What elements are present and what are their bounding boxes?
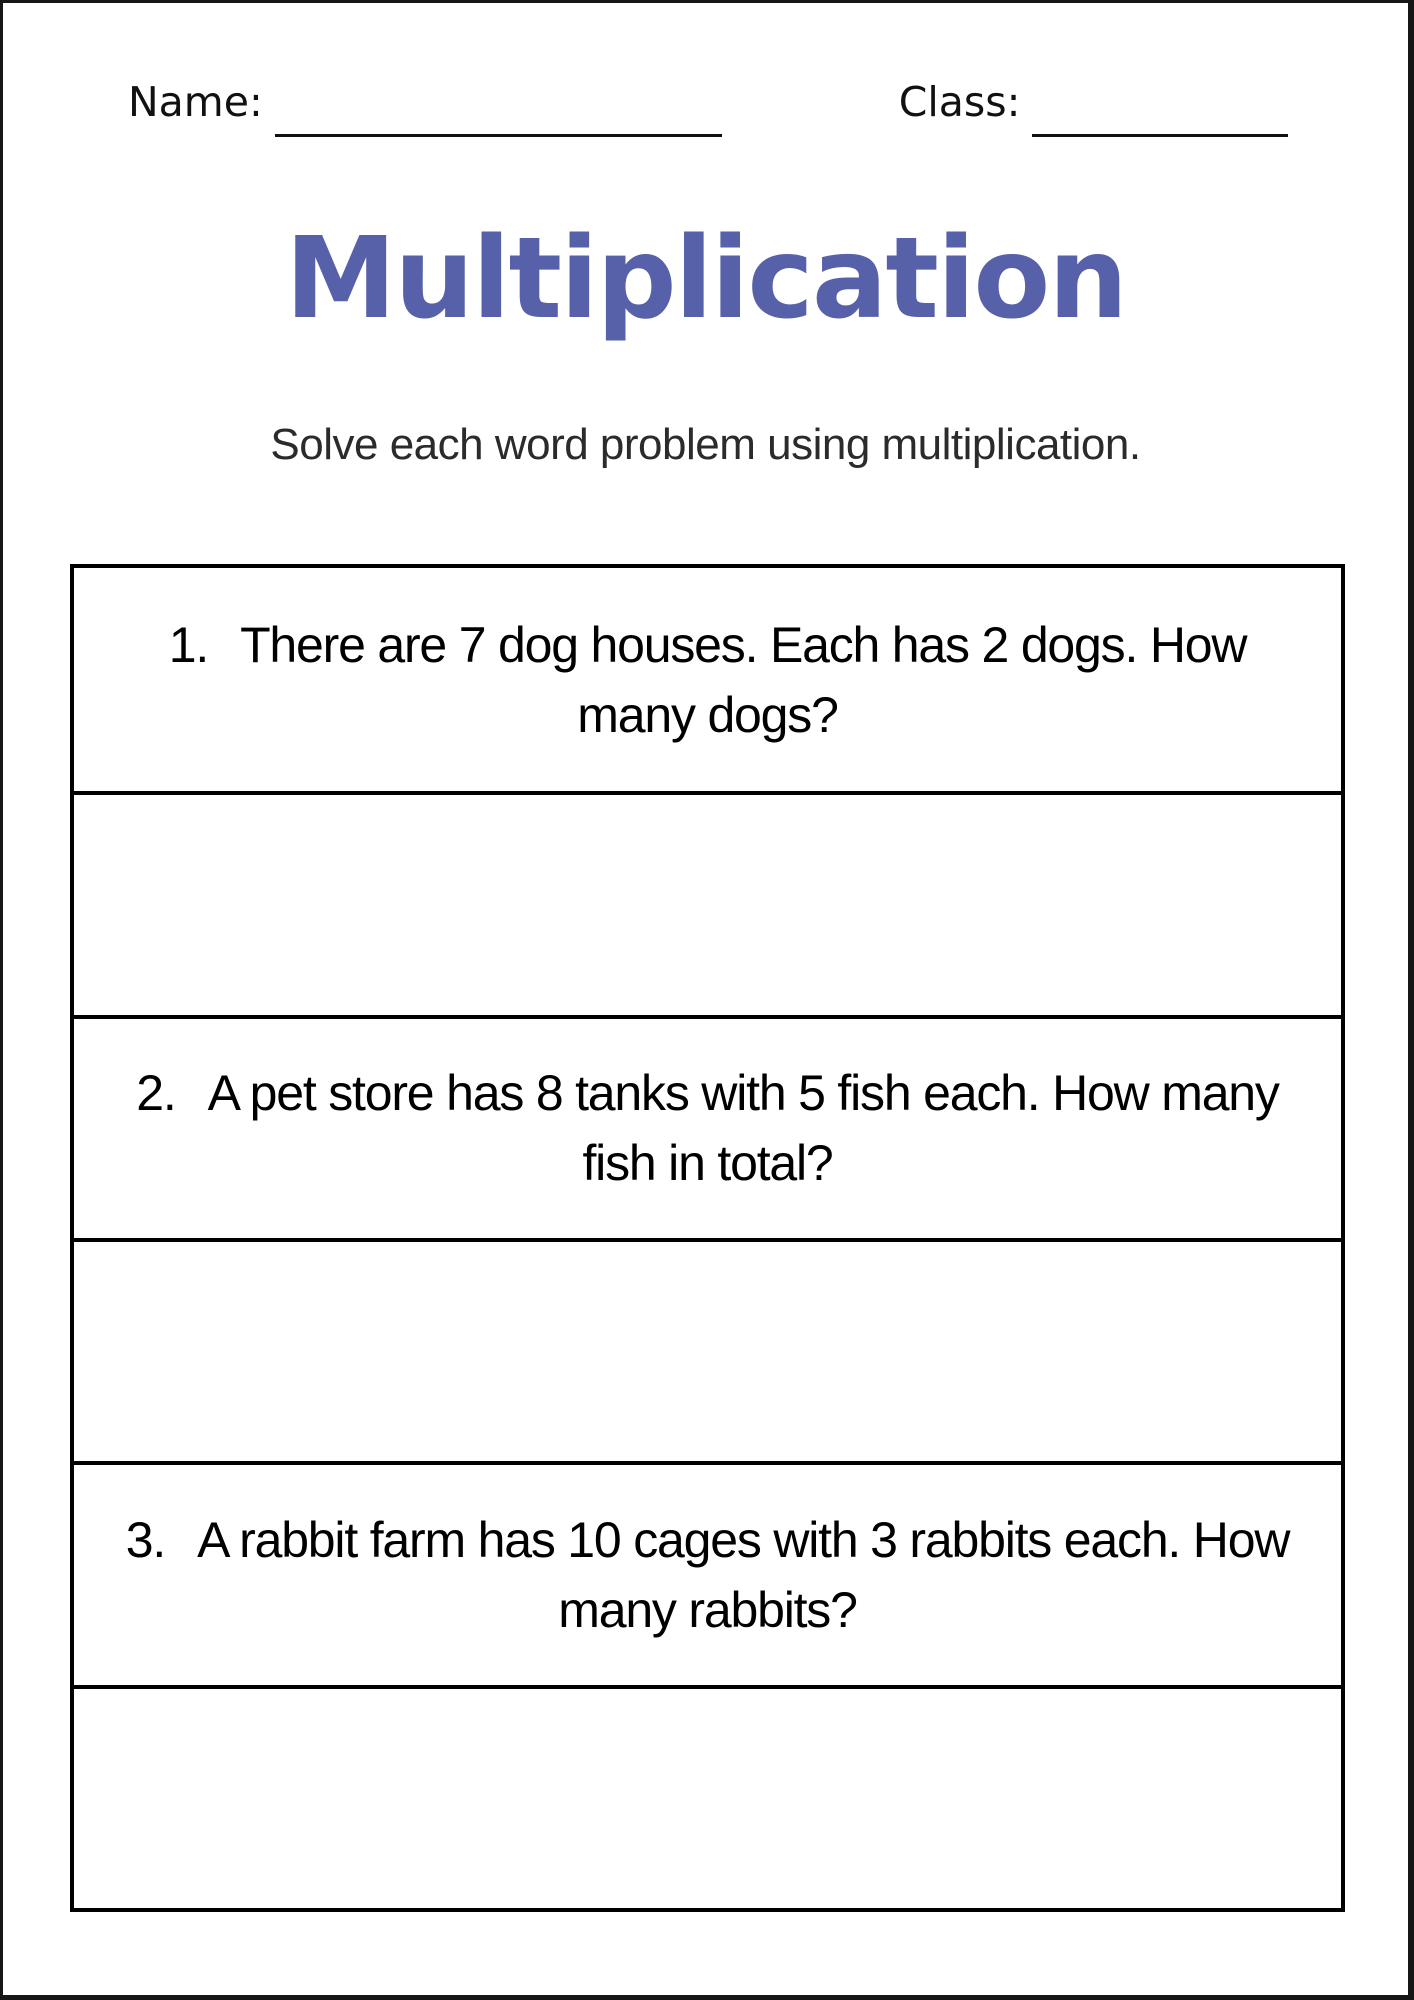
answer-space-2[interactable] bbox=[74, 1238, 1341, 1461]
problem-1 bbox=[74, 568, 1341, 791]
problem-3-number: 3. bbox=[125, 1511, 166, 1568]
problem-1-number: 1. bbox=[168, 616, 209, 673]
problem-2 bbox=[74, 1015, 1341, 1238]
problem-1-text-line-2: many dogs? bbox=[577, 686, 838, 743]
problem-3-text-line-2: many rabbits? bbox=[558, 1581, 857, 1638]
problem-3-text-line-1: A rabbit farm has 10 cages with 3 rabbits each. How bbox=[197, 1511, 1290, 1568]
class-fill-in-line[interactable] bbox=[1032, 81, 1288, 137]
answer-space-3[interactable] bbox=[74, 1685, 1341, 1908]
problem-3 bbox=[74, 1461, 1341, 1684]
problem-2-text-line-2: fish in total? bbox=[582, 1135, 833, 1192]
problem-2-number: 2. bbox=[136, 1065, 176, 1122]
problems-table bbox=[70, 564, 1345, 1912]
name-label: Name: bbox=[128, 77, 263, 126]
instructions-text: Solve each word problem using multiplication. bbox=[270, 420, 1141, 469]
name-fill-in-line[interactable] bbox=[275, 81, 723, 137]
problem-2-text-line-1: A pet store has 8 tanks with 5 fish each. How many bbox=[207, 1065, 1279, 1122]
page-title: Multiplication bbox=[284, 214, 1127, 344]
answer-space-1[interactable] bbox=[74, 791, 1341, 1014]
problem-1-text-line-1: There are 7 dog houses. Each has 2 dogs. How bbox=[240, 616, 1247, 673]
class-label: Class: bbox=[898, 77, 1021, 126]
worksheet-header bbox=[128, 71, 1288, 127]
